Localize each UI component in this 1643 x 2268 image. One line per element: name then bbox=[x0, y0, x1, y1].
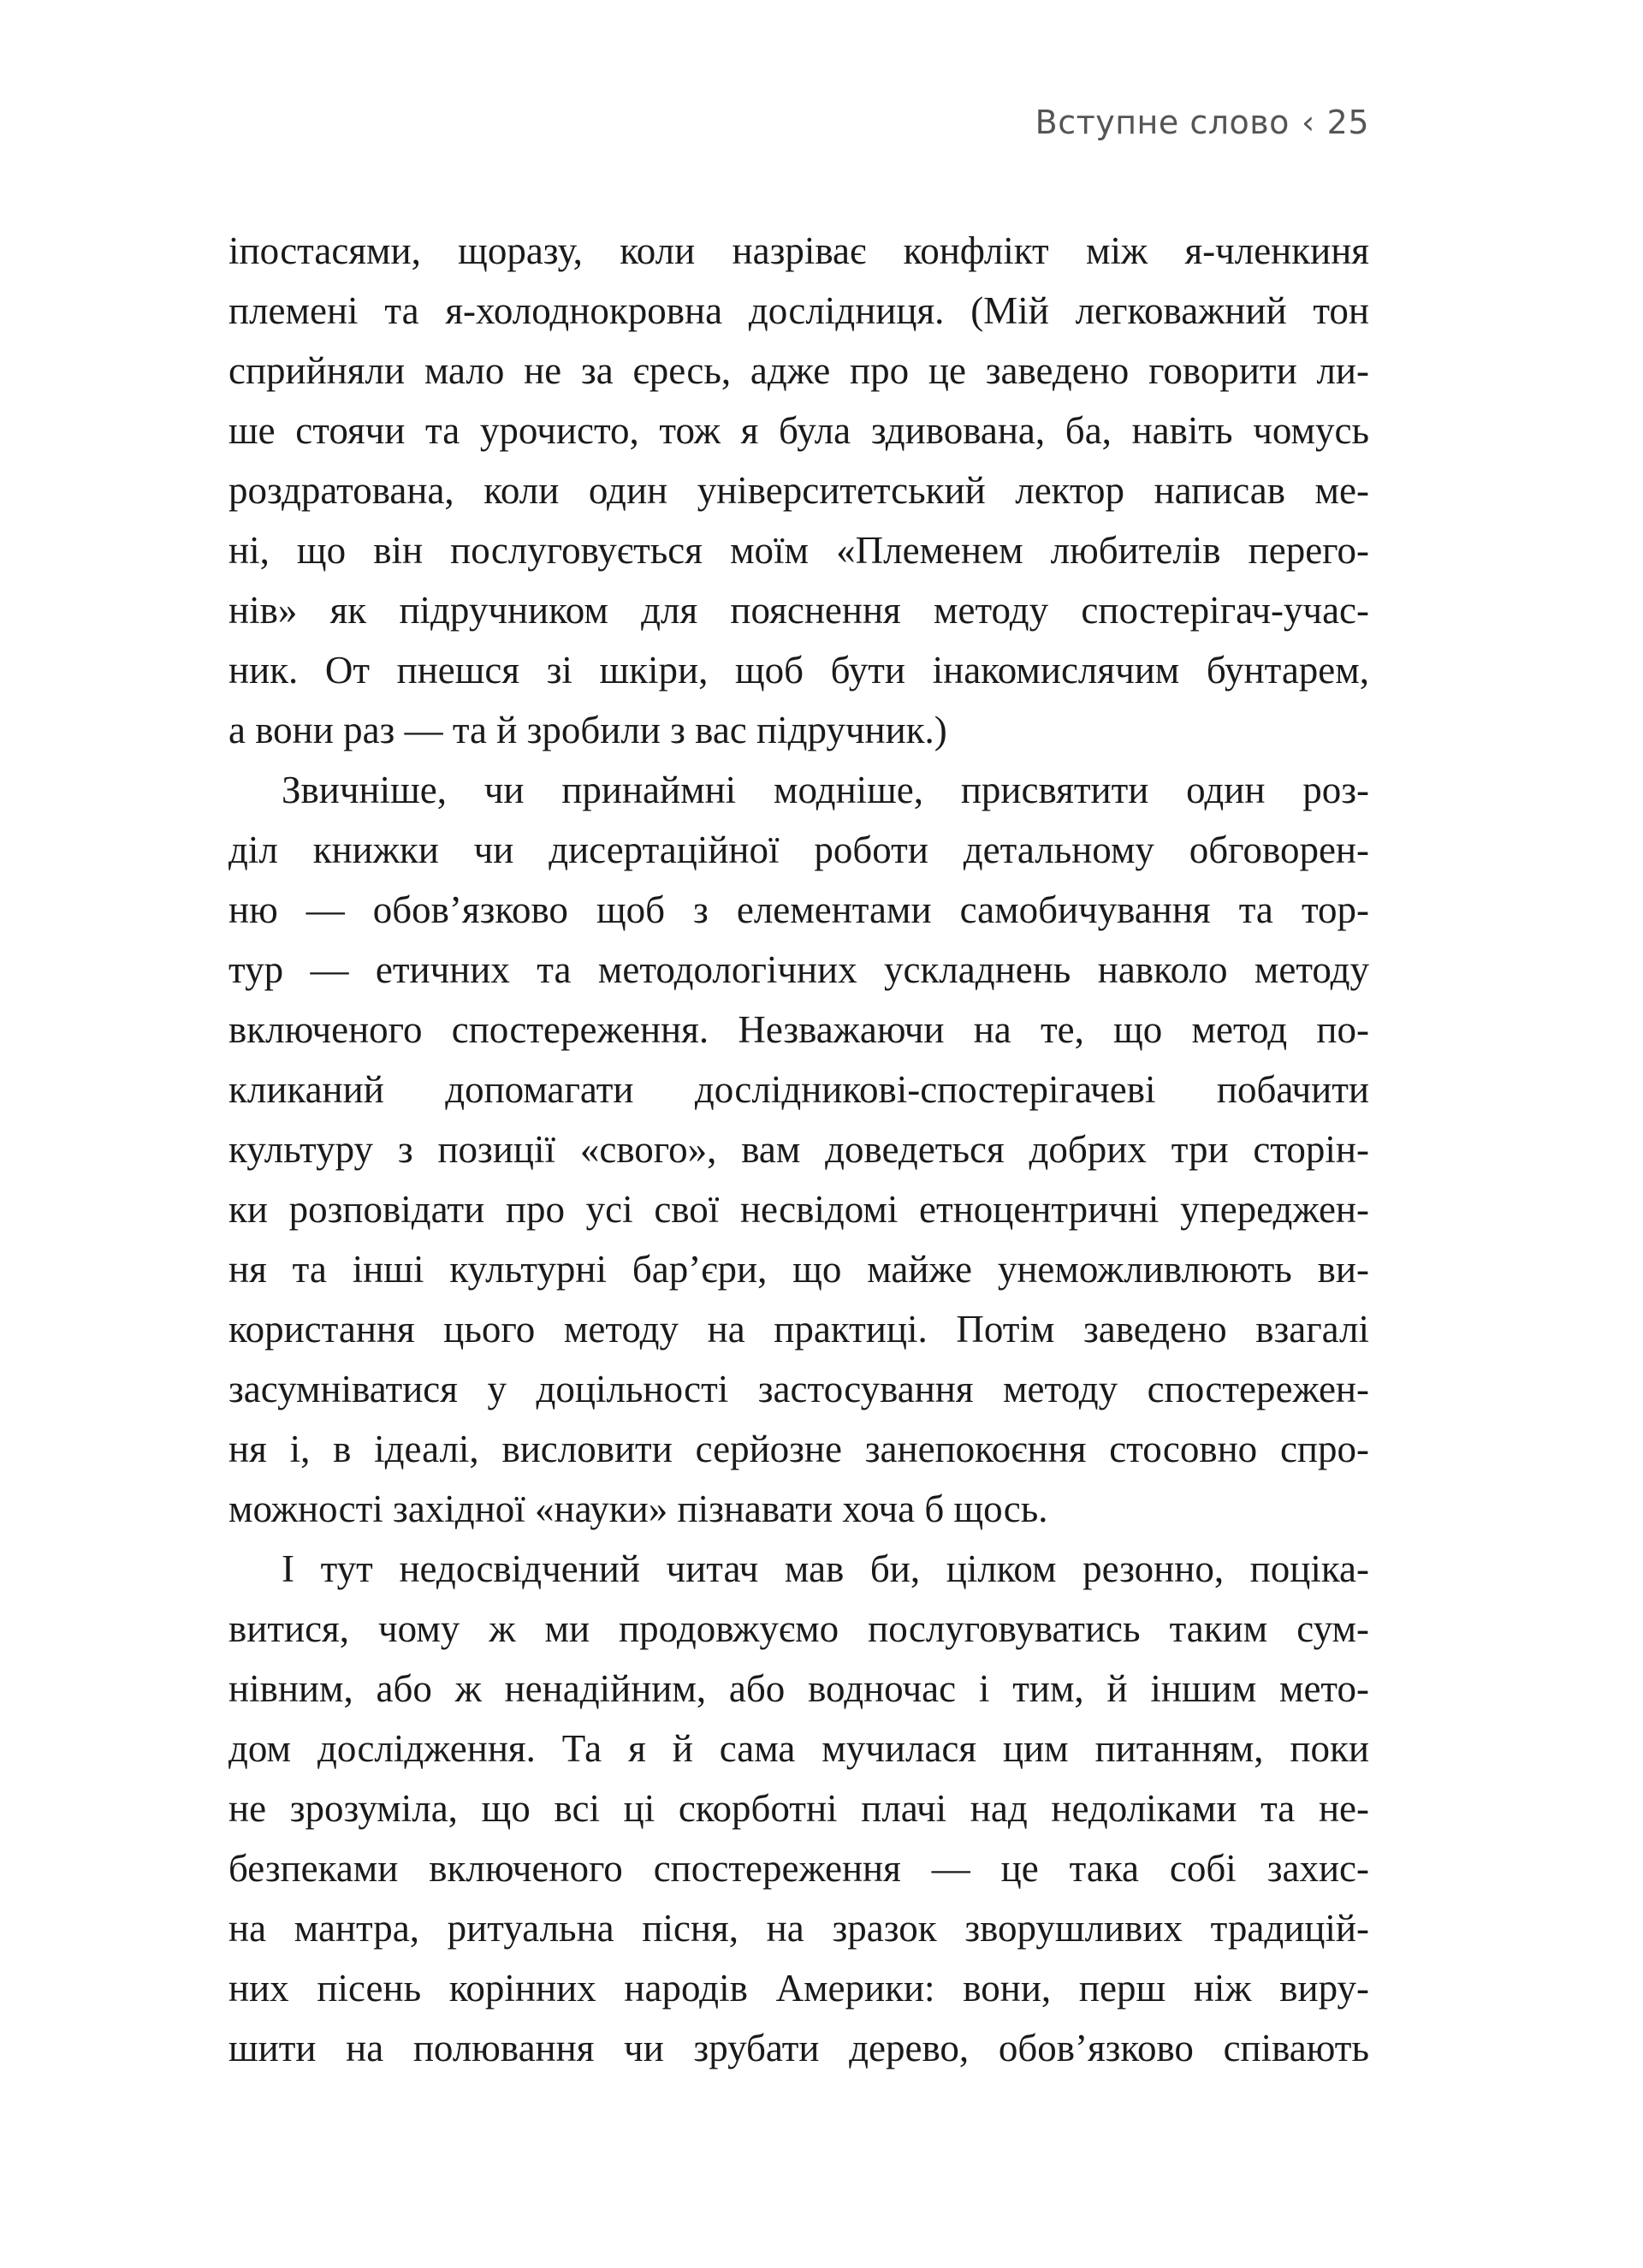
text-line: шити на полювання чи зрубати дерево, обов’язково співають bbox=[228, 2027, 1369, 2069]
text-line: племені та я-холоднокровна дослідниця. (Мій легковажний тон bbox=[228, 289, 1369, 332]
text-line: не зрозуміла, що всі ці скорботні плачі над недоліками та не- bbox=[228, 1787, 1369, 1830]
text-line: безпеками включеного спостереження — це така собі захис- bbox=[228, 1847, 1369, 1890]
text-line: іпостасями, щоразу, коли назріває конфлікт між я-членкиня bbox=[228, 229, 1369, 272]
paragraph bbox=[228, 1539, 1369, 2078]
text-line: ше стоячи та урочисто, тож я була здивована, ба, навіть чомусь bbox=[228, 409, 1369, 452]
text-line: роздратована, коли один університетський лектор написав ме- bbox=[228, 469, 1369, 512]
text-line: тур — етичних та методологічних ускладнень навколо методу bbox=[228, 948, 1369, 991]
text-line: нів» як підручником для пояснення методу спостерігач-учас- bbox=[228, 589, 1369, 632]
body-text bbox=[228, 221, 1369, 2078]
text-line: засумніватися у доцільності застосування методу спостережен- bbox=[228, 1368, 1369, 1410]
text-line: дом дослідження. Та я й сама мучилася цим питанням, поки bbox=[228, 1727, 1369, 1770]
text-line: ник. От пнешся зі шкіри, щоб бути інакомислячим бунтарем, bbox=[228, 649, 1369, 692]
text-line: можності західної «науки» пізнавати хоча б щось. bbox=[228, 1487, 1048, 1530]
text-line: сприйняли мало не за єресь, адже про це заведено говорити ли- bbox=[228, 349, 1369, 392]
text-line: ню — обов’язково щоб з елементами самобичування та тор- bbox=[228, 888, 1369, 931]
text-line: ки розповідати про усі свої несвідомі етноцентричні упереджен- bbox=[228, 1188, 1369, 1231]
text-line: ня і, в ідеалі, висловити серйозне занепокоєння стосовно спро- bbox=[228, 1428, 1369, 1470]
chevron-left-icon: ‹ bbox=[1301, 104, 1315, 141]
text-line: них пісень корінних народів Америки: вони, перш ніж виру- bbox=[228, 1967, 1369, 2010]
text-line: культуру з позиції «свого», вам доведеться добрих три сторін- bbox=[228, 1128, 1369, 1171]
text-line: кликаний допомагати дослідникові-спостерігачеві побачити bbox=[228, 1068, 1369, 1111]
text-line: ні, що він послуговується моїм «Племенем любителів перего- bbox=[228, 529, 1369, 572]
text-line: І тут недосвідчений читач мав би, цілком резонно, поціка- bbox=[282, 1547, 1369, 1590]
text-line: на мантра, ритуальна пісня, на зразок зворушливих традицій- bbox=[228, 1907, 1369, 1950]
text-line: користання цього методу на практиці. Потім заведено взагалі bbox=[228, 1308, 1369, 1351]
paragraph bbox=[228, 221, 1369, 760]
text-line: діл книжки чи дисертаційної роботи детальному обговорен- bbox=[228, 828, 1369, 871]
running-head bbox=[941, 101, 1369, 144]
text-line: а вони раз — та й зробили з вас підручник.) bbox=[228, 709, 947, 751]
page-number: 25 bbox=[1326, 104, 1369, 141]
text-line: нівним, або ж ненадійним, або водночас і тим, й іншим мето- bbox=[228, 1667, 1369, 1710]
text-line: Звичніше, чи принаймні модніше, присвятити один роз- bbox=[282, 769, 1369, 811]
section-title: Вступне слово bbox=[1035, 104, 1290, 141]
text-line: витися, чому ж ми продовжуємо послуговуватись таким сум- bbox=[228, 1607, 1369, 1650]
text-line: ня та інші культурні бар’єри, що майже унеможливлюють ви- bbox=[228, 1248, 1369, 1291]
paragraph bbox=[228, 760, 1369, 1539]
text-line: включеного спостереження. Незважаючи на те, що метод по- bbox=[228, 1008, 1369, 1051]
